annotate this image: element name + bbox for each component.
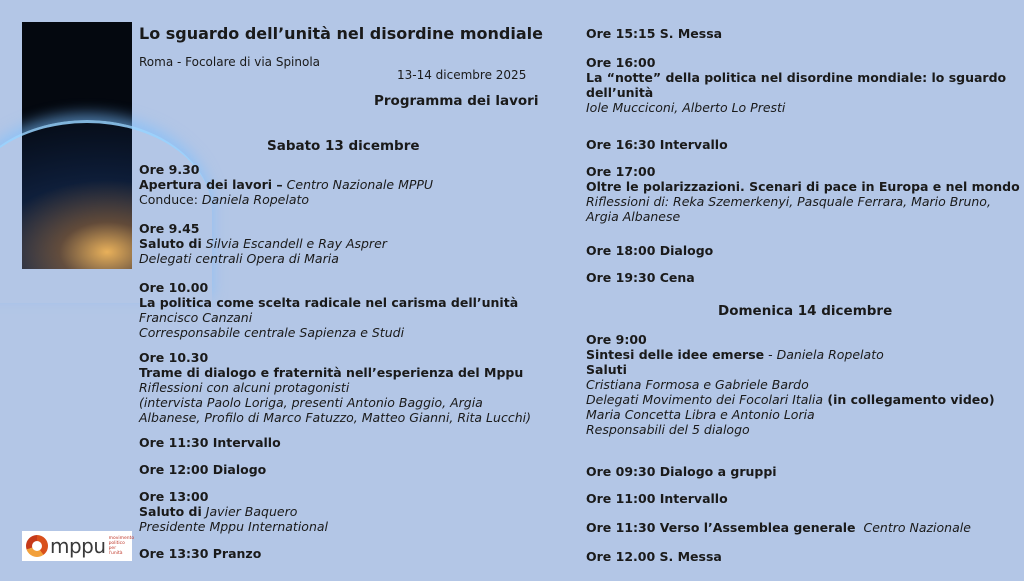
session-greet: Saluti bbox=[586, 362, 627, 377]
session-line: Riflessioni con alcuni protagonisti bbox=[139, 380, 350, 395]
session-0945 bbox=[139, 221, 549, 266]
mppu-logo bbox=[22, 531, 135, 561]
session-names: Maria Concetta Libra e Antonio Loria bbox=[586, 407, 815, 422]
session-1330: Ore 13:30 Pranzo bbox=[139, 546, 262, 561]
session-1300 bbox=[139, 489, 549, 534]
session-title: La “notte” della politica nel disordine mondiale: lo sguardo bbox=[586, 70, 1007, 85]
session-title: Sintesi delle idee emerse bbox=[586, 347, 765, 362]
session-time: Ore 10.00 bbox=[139, 280, 209, 295]
session-sep: - bbox=[764, 347, 777, 362]
venue: Roma - Focolare di via Spinola bbox=[139, 55, 321, 69]
earth-night-photo bbox=[22, 22, 132, 269]
session-1515: Ore 15:15 S. Messa bbox=[586, 26, 723, 41]
session-role: Presidente Mppu International bbox=[139, 519, 329, 534]
session-remote-note: (in collegamento video) bbox=[823, 392, 995, 407]
session-role: Delegati Movimento dei Focolari Italia bbox=[586, 392, 824, 407]
session-time: Ore 13:00 bbox=[139, 489, 209, 504]
session-time: Ore 9.30 bbox=[139, 162, 200, 177]
session-lead: Saluto di bbox=[139, 236, 202, 251]
session-line: Argia Albanese bbox=[586, 209, 681, 224]
session-speakers: Iole Mucciconi, Alberto Lo Presti bbox=[586, 100, 786, 115]
session-1630: Ore 16:30 Intervallo bbox=[586, 137, 728, 152]
earth-horizon bbox=[0, 120, 212, 303]
event-dates: 13-14 dicembre 2025 bbox=[397, 68, 527, 82]
session-speaker: Francisco Canzani bbox=[139, 310, 253, 325]
session-names: Silvia Escandell e Ray Asprer bbox=[205, 236, 387, 251]
session-role: Responsabili del 5 dialogo bbox=[586, 422, 750, 437]
session-1100-d2: Ore 11:00 Intervallo bbox=[586, 491, 728, 506]
programme-heading: Programma dei lavori bbox=[374, 93, 539, 109]
session-1030 bbox=[139, 350, 549, 425]
session-1200-d2: Ore 12.00 S. Messa bbox=[586, 549, 722, 564]
session-title-cont: dell’unità bbox=[586, 85, 654, 100]
session-lead: Saluto di bbox=[139, 504, 202, 519]
day2-heading: Domenica 14 dicembre bbox=[718, 303, 893, 319]
session-name: Javier Baquero bbox=[205, 504, 298, 519]
session-line: Riflessioni di: Reka Szemerkenyi, Pasquale Ferrara, Mario Bruno, bbox=[586, 194, 991, 209]
session-line: (intervista Paolo Loriga, presenti Antonio Baggio, Argia bbox=[139, 395, 483, 410]
session-lead: Conduce: bbox=[139, 192, 198, 207]
session-role: Corresponsabile centrale Sapienza e Studi bbox=[139, 325, 405, 340]
logo-tagline: movimento politico per l'unità bbox=[108, 536, 135, 556]
session-time: Ore 10.30 bbox=[139, 350, 209, 365]
session-1000 bbox=[139, 280, 549, 340]
session-0930-d2: Ore 09:30 Dialogo a gruppi bbox=[586, 464, 777, 479]
session-1930: Ore 19:30 Cena bbox=[586, 270, 695, 285]
session-time: Ore 9:00 bbox=[586, 332, 647, 347]
session-time: Ore 16:00 bbox=[586, 55, 656, 70]
mppu-logo-icon bbox=[26, 535, 48, 557]
session-time: Ore 9.45 bbox=[139, 221, 200, 236]
session-org: Centro Nazionale bbox=[863, 520, 971, 535]
session-role: Delegati centrali Opera di Maria bbox=[139, 251, 339, 266]
session-names: Cristiana Formosa e Gabriele Bardo bbox=[586, 377, 809, 392]
session-1130-d2: Ore 11:30 Verso l’Assemblea generale bbox=[586, 520, 856, 535]
session-line: Albanese, Profilo di Marco Fatuzzo, Matteo Gianni, Rita Lucchi) bbox=[139, 410, 531, 425]
session-1200: Ore 12:00 Dialogo bbox=[139, 462, 267, 477]
session-0900 bbox=[586, 332, 1016, 437]
page-title: Lo sguardo dell’unità nel disordine mondiale bbox=[139, 24, 543, 43]
session-title: Apertura dei lavori – bbox=[139, 177, 283, 192]
session-title: Oltre le polarizzazioni. Scenari di pace in Europa e nel mondo bbox=[586, 179, 1020, 194]
session-1600 bbox=[586, 55, 1016, 115]
session-1700 bbox=[586, 164, 1020, 224]
session-org: Centro Nazionale MPPU bbox=[286, 177, 434, 192]
session-time: Ore 17:00 bbox=[586, 164, 656, 179]
session-title: Trame di dialogo e fraternità nell’esperienza del Mppu bbox=[139, 365, 524, 380]
logo-wordmark: mppu bbox=[50, 533, 106, 558]
session-0930 bbox=[139, 162, 549, 207]
session-leader: Daniela Ropelato bbox=[201, 192, 310, 207]
session-1800: Ore 18:00 Dialogo bbox=[586, 243, 714, 258]
session-1130: Ore 11:30 Intervallo bbox=[139, 435, 281, 450]
day1-heading: Sabato 13 dicembre bbox=[267, 138, 420, 154]
session-speaker: Daniela Ropelato bbox=[776, 347, 884, 362]
session-title: La politica come scelta radicale nel carisma dell’unità bbox=[139, 295, 519, 310]
